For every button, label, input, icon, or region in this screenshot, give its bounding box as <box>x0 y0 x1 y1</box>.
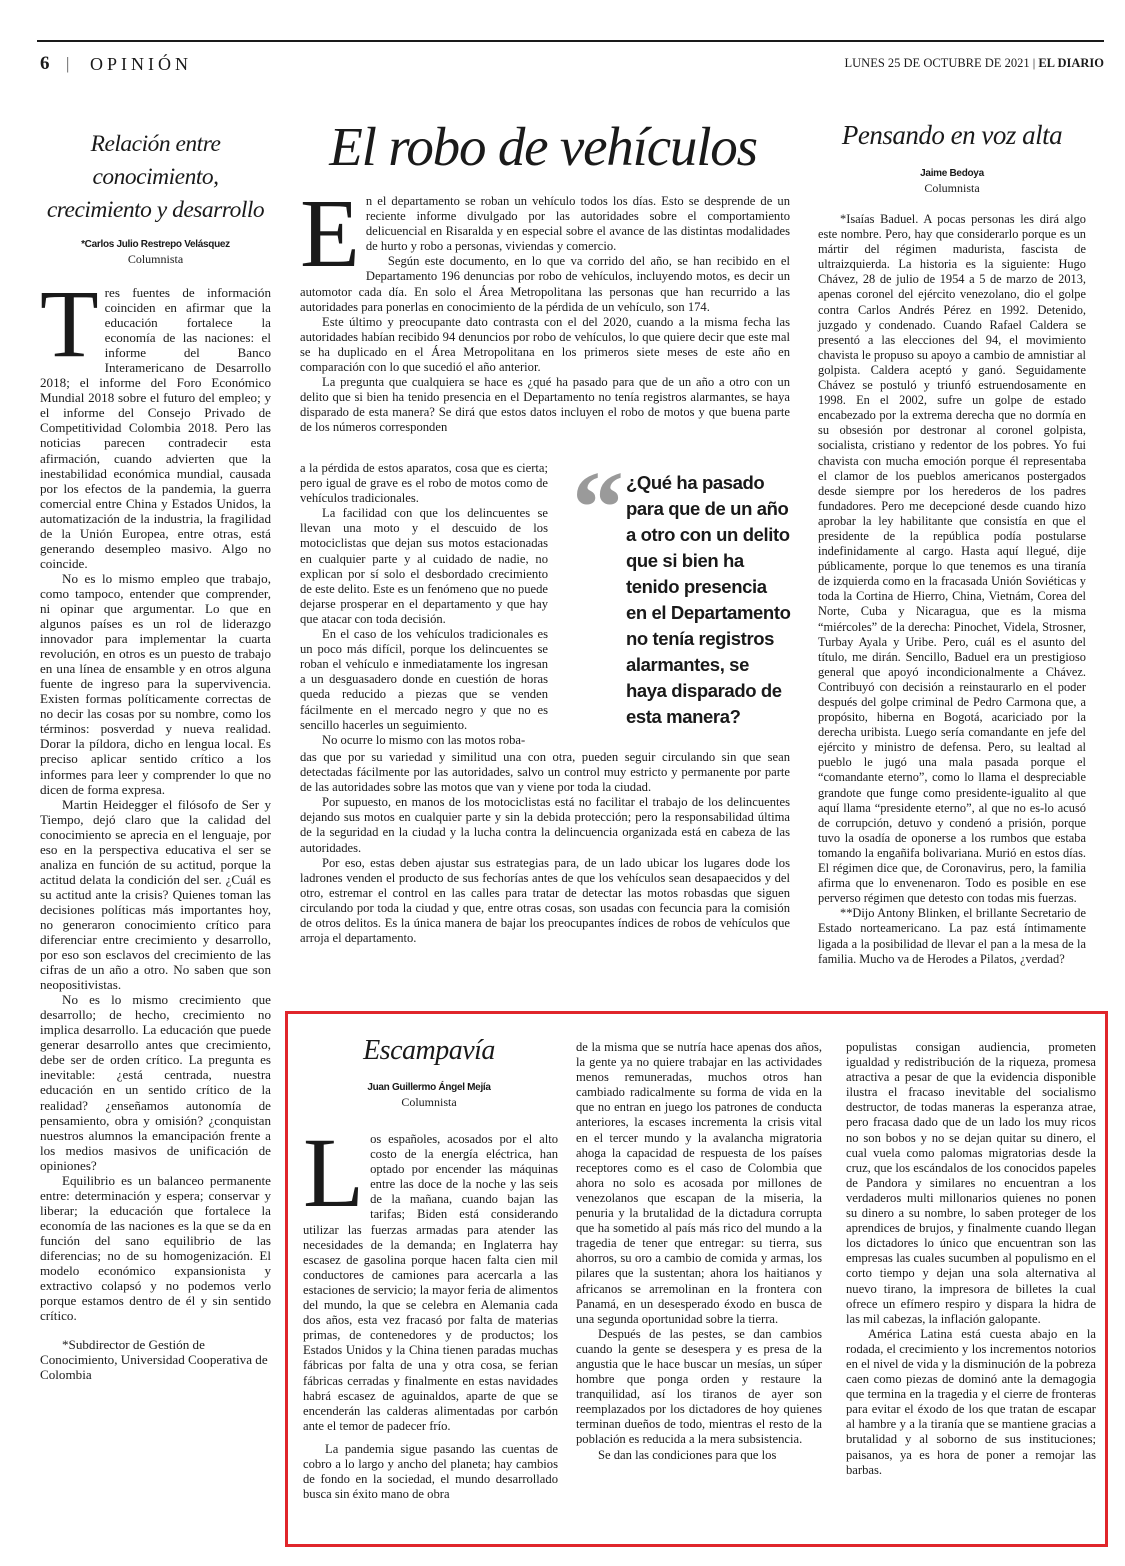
left-paragraph: Equilibrio es un balanceo permanente entre: determinación y espera; conservar y liberar; la educación que fortalece la economía de las naciones es la que se da en función del sano equilibrio de las diferencias; no de su homogenización. El modelo económico expansionista y extractivo colapsó y no podemos verlo porque estamos dentro de él y sin sentido crítico. <box>40 1172 271 1324</box>
editorial-paragraph: La facilidad con que los delincuentes se llevan una moto y el descuido de los motociclistas que dejan sus motos estacionadas en cualquier parte y al cuidado de nadie, no explican por sí solo el desbordado crecimiento de este delito. Este es un fenómeno que no puede dejarse prosperar en el departamento y que hay que atacar con toda decisión. <box>300 506 548 626</box>
escampavia-header <box>300 1034 558 1110</box>
escampavia-paragraph: Se dan las condiciones para que los <box>598 1447 777 1462</box>
page-header <box>40 53 1104 75</box>
dropcap: L <box>303 1117 365 1228</box>
pull-quote-text: ¿Qué ha pasado para que de un año a otro con un delito que si bien ha tenido presencia en el Departamento no tenía registros alarmantes, se haya disparado de esta manera? <box>626 472 791 727</box>
escampavia-role: Columnista <box>401 1095 457 1109</box>
left-column-body <box>40 270 271 1324</box>
escampavia-col2 <box>576 1040 822 1463</box>
editorial-paragraph: Según este documento, en lo que va corrido del año, se han recibido en el Departamento 196 denuncias por robo de vehículos, incluyendo motos, es decir un automotor cada día. En solo el Área Metropolitana las personas que han recurrido a las autoridades para ponerlas en conocimiento de la pérdida de un vehículo, son 174. <box>300 254 790 314</box>
escampavia-paragraph: América Latina está cuesta abajo en la rodada, el crecimiento y los incrementos notorios en el nivel de vida y la disminución de la pobreza caen como piezas de dominó ante la demagogia que termina en la tragedia y el cierre de fronteras para evitar el éxodo de los que tratan de escapar al hambre y a la tiranía que se mantiene gracias a brutalidad y al soborno de sus instituciones; paisanos, ya es hora de poner a remojar las barbas. <box>846 1326 1096 1477</box>
pull-quote <box>572 450 792 730</box>
editorial-paragraph: Por eso, estas deben ajustar sus estrategias para, de un lado ubicar los lugares dode los ladrones venden el producto de sus fechorías antes de que los vehículos sean desapaecidos y del otro, estremar el control en las calles para tratar de detectar las motos robasdas que siguen circulando por toda la ciudad y que, entre otras cosas, son usadas con fecuncia para la comisión de otros delitos. Es la única manera de bajar los preocupantes índices de robos de vehículos que arroja el departamento. <box>300 855 790 946</box>
editorial-paragraph: La pregunta que cualquiera se hace es ¿qué ha pasado para que de un año a otro con un delito que si bien ha tenido presencia en el Departamento no tenía registros alarmantes, se haya disparado de esta manera? Se dirá que estos datos incluyen el robo de motos y que buena parte de los números corresponden <box>300 375 790 435</box>
escampavia-paragraph: populistas consigan audiencia, prometen igualdad y redistribución de la riqueza, promesa atractiva a pesar de que la evidencia disponible ilustra el fracaso inevitable del socialismo destructor, de todas maneras la esperanza atrae, pero fracasa dado que de un lado los muy ricos no son bobos y no se dejan quitar su dinero, el cual vuela como palomas migratorias desde la cruz, que los escándalos de los conocidos papeles de Pandora y similares no encuentran a los verdaderos multi millonarios quienes no ponen su dinero a su nombre, lo saben proteger de los aprendices de brujos, y finalmente cuando llegan los dictadores lo único que encuentran son las empresas las cuales sucumben al populismo en el corto tiempo y dejan una sola alternativa al nuevo tirano, la impresora de billetes la cual ofrece un efímero respiro y dispara la hidra de las mil cabezas, la inflación galopante. <box>846 1040 1096 1326</box>
issue-info <box>845 56 1105 71</box>
header-separator: | <box>66 54 70 73</box>
editorial-paragraph: Por supuesto, en manos de los motociclistas está no facilitar el trabajo de los delincuentes dejando sus motos en cualquier parte y sin la debida protección; pero la responsabilidad última de la seguridad en la ciudad y la lucha contra la delincuencia organizada está en cabeza de las autoridades. <box>300 795 790 855</box>
editorial-narrow <box>300 461 548 748</box>
right-column <box>818 118 1086 967</box>
page-number: 6 <box>40 53 50 74</box>
left-column-author: *Carlos Julio Restrepo Velásquez <box>81 239 230 250</box>
left-column-role: Columnista <box>127 252 184 266</box>
editorial-paragraph: das que por su variedad y similitud una con otra, pueden seguir circulando sin que sean detectadas fácilmente por las autoridades, salvo un control muy estricto y permanente por parte de las autoridades sobre las motos que van y viene por toda la ciudad. <box>300 750 790 795</box>
editorial-intro: En el departamento se roban un vehículo todos los días. Esto se desprende de un reciente informe divulgado por las autoridades sobre el comportamiento delicuencial en Risaralda y en especial sobre el avance de las distintas modalidades de hurto y robo a personas, viviendas y comercio. <box>300 180 790 288</box>
escampavia-col1 <box>303 1117 558 1502</box>
editorial-paragraph: En el caso de los vehículos tradicionales es un poco más difícil, porque los delincuentes se roban el vehículo e inmediatamente los ingresan a un desguasadero donde en cuestión de horas queda reducido a piezas que se venden fácilmente en el mercado negro y que no es sencillo hacerles un seguimiento. <box>300 627 548 732</box>
left-column-title: Relación entre conocimiento, crecimiento y desarrollo <box>46 131 265 223</box>
left-footnote: *Subdirector de Gestión de Conocimiento, Universidad Cooperativa de Colombia <box>40 1337 268 1383</box>
escampavia-title: Escampavía <box>363 1035 495 1066</box>
editorial-paragraph: No ocurre lo mismo con las motos roba- <box>322 732 526 747</box>
issue-pipe: | <box>1032 56 1036 70</box>
escampavia-paragraph: Después de las pestes, se dan cambios cuando la gente se desespera y es presa de la angustia que le hace buscar un mesías, un súper hombre que ponga orden y restaure la tranquilidad, así los tiranos de ayer son reemplazados por los dictadores de hoy quienes terminan dueños de todo, mientras el resto de la población es reducida a la mera subsistencia. <box>576 1326 822 1447</box>
newspaper-name: EL DIARIO <box>1038 56 1104 70</box>
editorial-bottom <box>300 750 790 946</box>
right-column-body <box>818 212 1086 967</box>
right-paragraph: **Dijo Antony Blinken, el brillante Secretario de Estado norteamericano. La paz está íntimamente ligada a la posibilidad de llevar el pan a la mesa de la familia. Mucho va de Herodes a Pilatos, ¿verdad? <box>818 906 1086 966</box>
left-paragraph: No es lo mismo crecimiento que desarrollo; de hecho, crecimiento no implica desarrollo. La educación que puede generar desarrollo antes que crecimiento, debe ser de orden crítico. La pregunta es inevitable: ¿está centrada, nuestra educación en un sentido crítico de la realidad? ¿enseñamos autonomía de pensamiento, obra y omisión? ¿conquistan nuestros alumnos la emancipación frente a los medios masivos de unificación de opiniones? <box>40 992 271 1173</box>
dropcap: T <box>40 270 99 377</box>
escampavia-author: Juan Guillermo Ángel Mejía <box>367 1082 491 1093</box>
editorial-paragraph: Este último y preocupante dato contrasta con el del 2020, cuando a la misma fecha las autoridades habían recibido 94 denuncios por robo de vehículos, lo que quiere decir que este mal se ha duplicado en el Área Metropolitana en los primeros siete meses de este año en comparación con lo que sucedió el año anterior. <box>300 314 790 375</box>
escampavia-paragraph: La pandemia sigue pasando las cuentas de cobro a lo largo y ancho del planeta; hay cambios de fondo en la sociedad, el mundo desarrollado busca sin éxito mano de obra <box>303 1441 558 1502</box>
quote-mark-icon: “ <box>572 450 624 565</box>
header-rule <box>37 40 1104 42</box>
editorial-title: El robo de vehículos <box>329 116 757 177</box>
editorial-top <box>300 180 790 436</box>
escampavia-col3 <box>846 1040 1096 1478</box>
left-column <box>40 128 271 1382</box>
dropcap: E <box>300 180 360 288</box>
section-name: OPINIÓN <box>90 54 192 74</box>
left-paragraph: Tres fuentes de información coinciden en afirmar que la educación fortalece la economía de las naciones: el informe del Banco Interamericano de Desarrollo 2018; el informe del Foro Económico Mundial 2018 sobre el futuro del empleo; y el informe del Consejo Privado de Competitividad Colombia 2018. Pero las noticias parecen contradecir esta afirmación, cuando advierten que la inestabilidad económica mundial, causada por los efectos de la pandemia, la guerra comercial entre China y Estados Unidos, la automatización de la industria, la fragilidad de la Unión Europea, entre otras, está generando desempleo masivo. Algo no coincide. <box>40 270 271 571</box>
right-column-role: Columnista <box>924 181 980 195</box>
escampavia-paragraph: Los españoles, acosados por el alto costo de la energía eléctrica, han optado por encender las máquinas entre las doce de la noche y las seis de la mañana, cuando bajan las tarifas; Biden está considerando utilizar las fuerzas armadas para atender las necesidades de la demanda; en Inglaterra hay escasez de gasolina porque hacen falta cien mil conductores de camiones para acercarla a las estaciones de servicio; la mayor feria de alimentos del mundo, la que se celebra en Alemania cada dos años, esta vez fracasó por falta de materias primas, de contenedores y de productos; los Estados Unidos y la China tienen paradas muchas fábricas por falta de una y otra cosa, se ferian fábricas cerradas y finalmente en estas navidades habrá escasez de aguinaldos, aparte de que se encenderán las calderas alimentadas por carbón ante el temor de padecer frío. <box>303 1117 558 1433</box>
right-paragraph: *Isaías Baduel. A pocas personas les dirá algo este nombre. Pero, hay que considerarlo porque es un mártir del régimen madurista, fascista de ultraizquierda. La historia es la siguiente: Hugo Chávez, 28 de julio de 1954 a 5 de marzo de 2013, apenas coronel del ejército venezolano, dio el golpe contra Carlos Andrés Pérez en 1992. Detenido, juzgado y condenado. Cuando Rafael Caldera se presentó a las elecciones del 94, el movimiento chavista le propuso su apoyo a cambio de amnistiar al golpista. Caldera aceptó y ganó. Seguidamente Chávez se postuló y triunfó estruendosamente en 1998. En el 2002, sufre un golpe de estado encabezado por la extrema derecha que no dormía en su obsesión por destronar al coronel golpista, socialista, cristiano y redentor de los pobres. Yo fui chavista con mucha emoción porque él representaba el clamor de los pueblos americanos postergados desde siempre por los herederos de los padres fundadores. Pero me decepcioné desde cuando hizo aprobar la ley habilitante que consistía en que el presidente de la república podía postularse indefinidamente al cargo. Hasta aquí llegué, dije públicamente, porque lo que tenemos es una tiranía de izquierda como en la fracasada Unión Soviéticas y toda la Cortina de Hierro, China, Vietnám, Corea del Norte, Cuba y Nicaragua, que es la misma “miércoles” de la derecha: Pinochet, Videla, Strosner, Turbay Ayala y Uribe. Pero, cuál es el asunto del título, me dirán. Sencillo, Baduel era un prestigioso general que apoyó incondicionalmente a Chávez. Contribuyó con decisión a reinstaurarlo en el poder después del golpe criminal de Pedro Carmona que, a propósito, hiberna en Bogotá, acariciado por la derecha uribista. Luego sería comandante en jefe del ejército y ministro de defensa. Pero, su lealtad al pueblo le jugó una mala pasada porque el “comandante eterno”, como lo llama el despreciable grandote que funge como presidente-igualito al que aquí llama “presidente eterno”, al que no es-lo acusó de corrupción, detuvo y condenó a prisión, porque tuvo la osadía de oponerse a los rumbos que estaba tomando la engañifa bolivariana. Murió en estos días. El régimen dice que, de Coronavirus, pero, la familia afirma que lo envenenaron. Todo es posible en ese perverso régimen que detesto con todas mis fuerzas. <box>818 212 1086 906</box>
editorial-paragraph: a la pérdida de estos aparatos, cosa que es cierta; pero igual de grave es el robo de motos como de vehículos tradicionales. <box>300 461 548 506</box>
issue-date: LUNES 25 DE OCTUBRE DE 2021 <box>844 56 1030 70</box>
left-paragraph: No es lo mismo empleo que trabajo, como tampoco, entender que comprender, ni opinar que argumentar. Lo que en algunos países es un rol de liderazgo innovador para implementar la cuarta revolución, en otros es un puesto de trabajo en una línea de ensamble y en otros alguna fuente de ingreso para la supervivencia. Existen formas políticamente correctas de no decir las cosas por su nombre, como los términos: posverdad y nueva realidad. Dorar la píldora, dicho en lengua local. Es preciso aplicar sentido crítico a los informes para leer y comprender lo que no dicen de forma expresa. <box>40 570 271 797</box>
right-column-author: Jaime Bedoya <box>920 168 984 179</box>
left-paragraph: Martin Heidegger el filósofo de Ser y Tiempo, dejó claro que la calidad del conocimiento se aprecia en el lenguaje, por eso en la perspectiva educativa el ser se analiza en función de su actitud, porque la actitud delata la condición del ser. ¿Cuál es su actitud ante la crisis? Quienes toman las decisiones políticas más importantes hoy, no generaron conocimiento crítico para diferenciar entre crecimiento y desarrollo, por eso son esclavos del crecimiento de las cifras de un año a otro. No saben que son neopositivistas. <box>40 796 271 993</box>
right-column-title: Pensando en voz alta <box>841 120 1063 150</box>
escampavia-paragraph: de la misma que se nutría hace apenas dos años, la gente ya no quiere trabajar en las actividades menos remuneradas, muchos otros han cambiado radicalmente su forma de vida en la que no entran en juego los patrones de conducta anteriores, la escases incrementa la crisis vital en el tercer mundo y la avalancha migratoria ahoga la capacidad de respuesta de los países receptores como es el caso de Colombia que ahora no solo es acosada por millones de venezolanos que escapan de la miseria, la penuria y la brutalidad de la dictadura corrupta que ha sometido al país más rico del mundo a la tragedia de tener que entregar: su tierra, sus ahorros, su oro a cambio de comida y armas, los pilares que la sustentan; ahora los haitianos y africanos se arremolinan en la frontera con Panamá, en un desesperado éxodo en busca de una segunda oportunidad sobre la tierra. <box>576 1040 822 1326</box>
